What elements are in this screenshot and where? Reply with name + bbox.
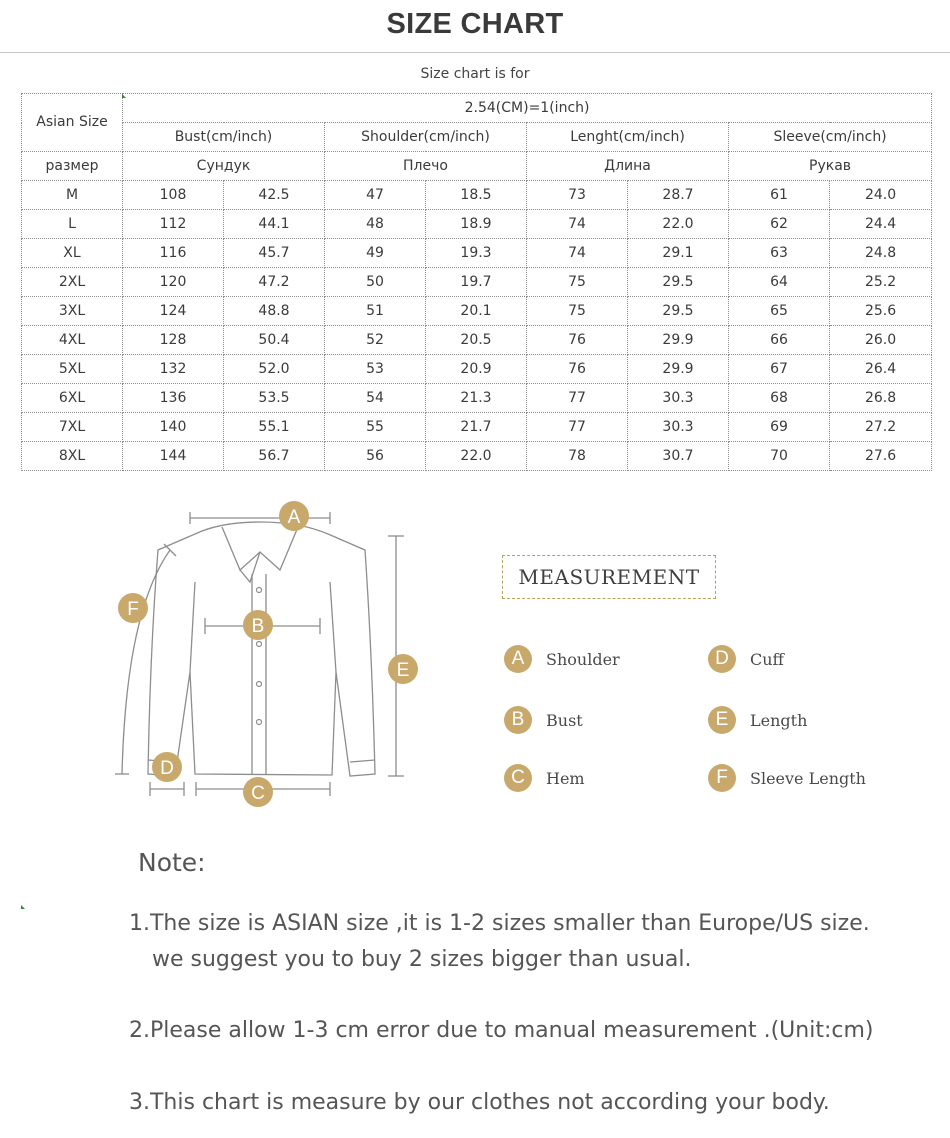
size-cell: 5XL: [22, 355, 123, 384]
svg-text:D: D: [160, 758, 174, 779]
legend-label: Bust: [546, 710, 583, 730]
badge-a: A: [504, 645, 532, 673]
value-cell: 20.1: [426, 297, 527, 326]
value-cell: 112: [123, 210, 224, 239]
value-cell: 69: [729, 413, 830, 442]
ru-sleeve-header: Рукав: [729, 152, 932, 181]
value-cell: 128: [123, 326, 224, 355]
note-marker: [21, 905, 25, 909]
value-cell: 45.7: [224, 239, 325, 268]
value-cell: 75: [527, 297, 628, 326]
value-cell: 18.9: [426, 210, 527, 239]
value-cell: 19.3: [426, 239, 527, 268]
value-cell: 76: [527, 326, 628, 355]
title-divider: [0, 52, 950, 53]
bust-header: Bust(cm/inch): [123, 123, 325, 152]
value-cell: 44.1: [224, 210, 325, 239]
value-cell: 25.2: [830, 268, 932, 297]
marker-b: [243, 610, 273, 640]
sleeve-header: Sleeve(cm/inch): [729, 123, 932, 152]
value-cell: 55.1: [224, 413, 325, 442]
value-cell: 64: [729, 268, 830, 297]
value-cell: 70: [729, 442, 830, 471]
value-cell: 47.2: [224, 268, 325, 297]
svg-text:A: A: [287, 507, 301, 528]
size-cell: 8XL: [22, 442, 123, 471]
value-cell: 136: [123, 384, 224, 413]
svg-text:C: C: [251, 783, 265, 804]
value-cell: 22.0: [426, 442, 527, 471]
legend-label: Cuff: [750, 649, 784, 669]
cell-marker: [122, 94, 126, 98]
value-cell: 29.9: [628, 326, 729, 355]
value-cell: 144: [123, 442, 224, 471]
legend-hem: [504, 764, 585, 792]
badge-b: B: [504, 706, 532, 734]
value-cell: 67: [729, 355, 830, 384]
value-cell: 75: [527, 268, 628, 297]
size-cell: M: [22, 181, 123, 210]
size-cell: XL: [22, 239, 123, 268]
marker-d: [152, 752, 182, 782]
value-cell: 63: [729, 239, 830, 268]
table-row: [22, 239, 932, 268]
size-cell: 2XL: [22, 268, 123, 297]
value-cell: 30.3: [628, 413, 729, 442]
value-cell: 24.4: [830, 210, 932, 239]
ru-bust-header: Сундук: [123, 152, 325, 181]
table-row: [22, 297, 932, 326]
value-cell: 22.0: [628, 210, 729, 239]
value-cell: 62: [729, 210, 830, 239]
value-cell: 56: [325, 442, 426, 471]
value-cell: 26.4: [830, 355, 932, 384]
value-cell: 20.5: [426, 326, 527, 355]
value-cell: 48.8: [224, 297, 325, 326]
value-cell: 50: [325, 268, 426, 297]
size-cell: 6XL: [22, 384, 123, 413]
asian-size-header: Asian Size: [22, 94, 123, 152]
table-row: [22, 210, 932, 239]
value-cell: 108: [123, 181, 224, 210]
svg-text:F: F: [127, 599, 139, 620]
value-cell: 25.6: [830, 297, 932, 326]
legend-label: Sleeve Length: [750, 768, 866, 788]
value-cell: 29.9: [628, 355, 729, 384]
legend-label: Hem: [546, 768, 585, 788]
value-cell: 55: [325, 413, 426, 442]
value-cell: 140: [123, 413, 224, 442]
value-cell: 29.5: [628, 297, 729, 326]
badge-c: C: [504, 764, 532, 792]
note-line-2: 2.Please allow 1-3 cm error due to manual measurement .(Unit:cm): [129, 1018, 874, 1043]
value-cell: 21.7: [426, 413, 527, 442]
legend-shoulder: [504, 645, 620, 673]
value-cell: 49: [325, 239, 426, 268]
value-cell: 18.5: [426, 181, 527, 210]
value-cell: 26.8: [830, 384, 932, 413]
note-title: Note:: [138, 848, 206, 877]
value-cell: 53: [325, 355, 426, 384]
marker-a: [279, 501, 309, 531]
value-cell: 30.7: [628, 442, 729, 471]
value-cell: 132: [123, 355, 224, 384]
value-cell: 20.9: [426, 355, 527, 384]
table-row: [22, 268, 932, 297]
marker-f: [118, 593, 148, 623]
value-cell: 47: [325, 181, 426, 210]
page-title: SIZE CHART: [386, 8, 564, 40]
ru-length-header: Длина: [527, 152, 729, 181]
value-cell: 27.6: [830, 442, 932, 471]
value-cell: 24.8: [830, 239, 932, 268]
ru-shoulder-header: Плечо: [325, 152, 527, 181]
svg-text:E: E: [396, 660, 410, 681]
size-cell: 7XL: [22, 413, 123, 442]
value-cell: 19.7: [426, 268, 527, 297]
value-cell: 26.0: [830, 326, 932, 355]
value-cell: 29.5: [628, 268, 729, 297]
table-row: [22, 326, 932, 355]
value-cell: 73: [527, 181, 628, 210]
value-cell: 66: [729, 326, 830, 355]
value-cell: 29.1: [628, 239, 729, 268]
size-table: [21, 93, 932, 471]
value-cell: 77: [527, 384, 628, 413]
size-cell: 4XL: [22, 326, 123, 355]
value-cell: 54: [325, 384, 426, 413]
legend-sleeve-length: [708, 764, 866, 792]
value-cell: 78: [527, 442, 628, 471]
legend-label: Length: [750, 710, 808, 730]
marker-e: [388, 654, 418, 684]
value-cell: 24.0: [830, 181, 932, 210]
value-cell: 48: [325, 210, 426, 239]
size-cell: 3XL: [22, 297, 123, 326]
value-cell: 52: [325, 326, 426, 355]
note-line-1: 1.The size is ASIAN size ,it is 1-2 sizes smaller than Europe/US size.: [129, 911, 870, 936]
note-line-3: 3.This chart is measure by our clothes not according your body.: [129, 1090, 830, 1115]
table-row: [22, 355, 932, 384]
table-caption: Size chart is for: [420, 66, 530, 82]
svg-text:B: B: [251, 616, 265, 637]
value-cell: 65: [729, 297, 830, 326]
badge-d: D: [708, 645, 736, 673]
value-cell: 61: [729, 181, 830, 210]
value-cell: 74: [527, 210, 628, 239]
value-cell: 68: [729, 384, 830, 413]
table-row: [22, 181, 932, 210]
badge-e: E: [708, 706, 736, 734]
legend-label: Shoulder: [546, 649, 620, 669]
value-cell: 28.7: [628, 181, 729, 210]
value-cell: 74: [527, 239, 628, 268]
table-row: [22, 413, 932, 442]
value-cell: 50.4: [224, 326, 325, 355]
legend-bust: [504, 706, 583, 734]
conversion-header: 2.54(CM)=1(inch): [123, 94, 932, 123]
size-table-body: [22, 181, 932, 471]
value-cell: 52.0: [224, 355, 325, 384]
value-cell: 51: [325, 297, 426, 326]
value-cell: 124: [123, 297, 224, 326]
value-cell: 77: [527, 413, 628, 442]
measurement-title: MEASUREMENT: [502, 555, 716, 599]
shoulder-header: Shoulder(cm/inch): [325, 123, 527, 152]
value-cell: 76: [527, 355, 628, 384]
shirt-diagram: [100, 492, 430, 812]
value-cell: 30.3: [628, 384, 729, 413]
ru-size-header: размер: [22, 152, 123, 181]
note-line-1b: we suggest you to buy 2 sizes bigger than usual.: [152, 947, 692, 972]
value-cell: 53.5: [224, 384, 325, 413]
value-cell: 27.2: [830, 413, 932, 442]
legend-cuff: [708, 645, 784, 673]
value-cell: 116: [123, 239, 224, 268]
legend-length: [708, 706, 807, 734]
table-row: [22, 442, 932, 471]
value-cell: 21.3: [426, 384, 527, 413]
value-cell: 56.7: [224, 442, 325, 471]
length-header: Lenght(cm/inch): [527, 123, 729, 152]
badge-f: F: [708, 764, 736, 792]
value-cell: 120: [123, 268, 224, 297]
size-cell: L: [22, 210, 123, 239]
value-cell: 42.5: [224, 181, 325, 210]
marker-c: [243, 777, 273, 807]
table-row: [22, 384, 932, 413]
